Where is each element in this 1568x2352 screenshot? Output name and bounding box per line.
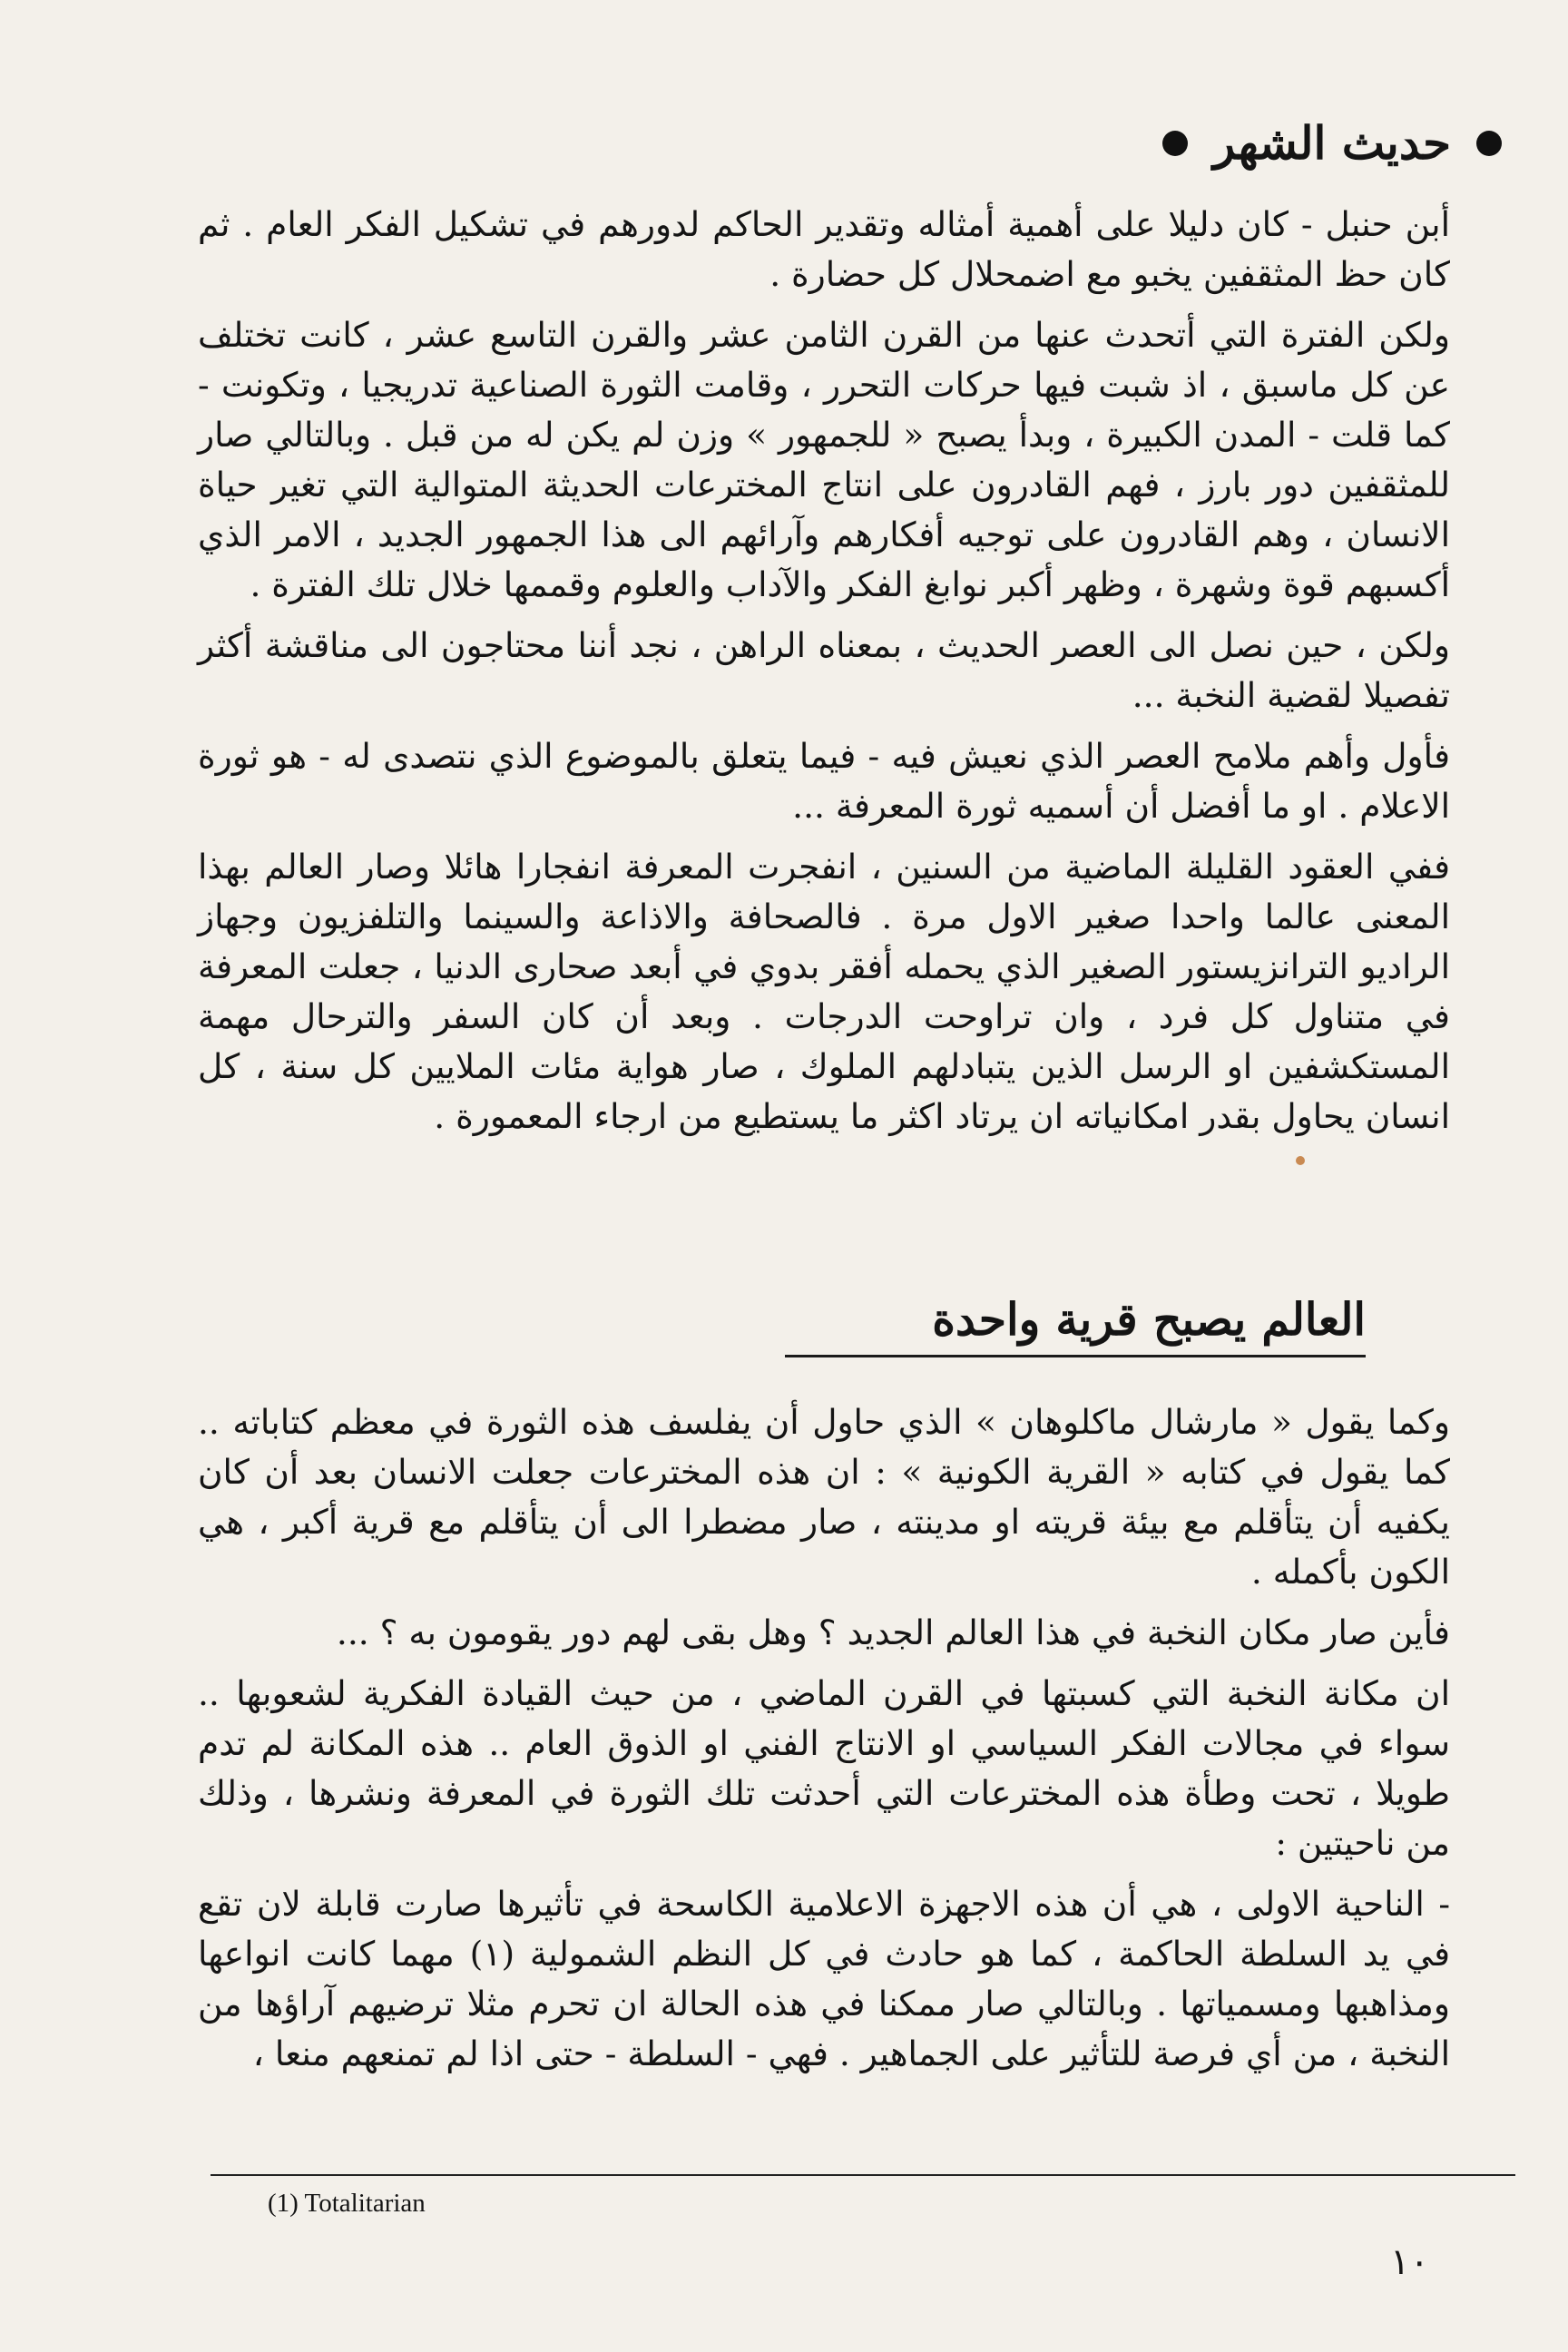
paragraph: ولكن ، حين نصل الى العصر الحديث ، بمعناه الراهن ، نجد أننا محتاجون الى مناقشة أكثر تفصيلا لقضية النخبة ... [198,625,1450,715]
page-header [191,116,1502,170]
subheading: العالم يصبح قرية واحدة [785,1293,1366,1357]
paragraph: ولكن الفترة التي أتحدث عنها من القرن الثامن عشر والقرن التاسع عشر ، كانت تختلف عن كل ماسبق ، اذ شبت فيها حركات التحرر ، وقامت الثورة الصناعية تدريجيا ، وتكونت - كما قلت - المدن الكبيرة ، وبدأ يصبح « للجمهور » وزن لم يكن له من قبل . وبالتالي صار للمثقفين دور بارز ، فهم القادرون على انتاج المخترعات الحديثة المتوالية التي تغير حياة الانسان ، وهم القادرون على توجيه أفكارهم وآرائهم الى هذا الجمهور الجديد ، الامر الذي أكسبهم قوة وشهرة ، وظهر أكبر نوابغ الفكر والآداب والعلوم وقممها خلال تلك الفترة . [198,315,1450,604]
bullet-icon [1476,131,1502,156]
paragraph: ففي العقود القليلة الماضية من السنين ، انفجرت المعرفة انفجارا هائلا وصار العالم بهذا المعنى عالما واحدا صغير الاول مرة . فالصحافة والاذاعة والسينما والتلفزيون وجهاز الراديو الترانزيستور الصغير الذي يحمله أفقر بدوي في أبعد صحارى الدنيا ، جعلت المعرفة في متناول كل فرد ، وان تراوحت الدرجات . وبعد أن كان السفر والترحال مهمة المستكشفين او الرسل الذين يتبادلهم الملوك ، صار هواية مئات الملايين كل سنة ، كل انسان يحاول بقدر امكانياته ان يرتاد اكثر ما يستطيع من ارجاء المعمورة . [198,847,1450,1136]
bullet-icon [1162,131,1188,156]
article-body-top [198,200,1450,1152]
article-body-bottom [198,1397,1450,2090]
ink-stain [1296,1156,1305,1165]
paragraph: فأول وأهم ملامح العصر الذي نعيش فيه - فيما يتعلق بالموضوع الذي نتصدى له - هو ثورة الاعلام . او ما أفضل أن أسميه ثورة المعرفة ... [198,736,1450,826]
paragraph: فأين صار مكان النخبة في هذا العالم الجديد ؟ وهل بقى لهم دور يقومون به ؟ ... [336,1612,1450,1652]
page-number: ١٠ [1390,2241,1429,2283]
footnote-divider [211,2174,1515,2176]
paragraph: وكما يقول « مارشال ماكلوهان » الذي حاول أن يفلسف هذه الثورة في معظم كتاباته .. كما يقول في كتابه « القرية الكونية » : ان هذه المخترعات جعلت الانسان بعد أن كان يكفيه أن يتأقلم مع بيئة قريته او مدينته ، صار مضطرا الى أن يتأقلم مع قرية أكبر ، هي الكون بأكمله . [198,1402,1450,1592]
paragraph: - الناحية الاولى ، هي أن هذه الاجهزة الاعلامية الكاسحة في تأثيرها صارت قابلة لان تقع في يد السلطة الحاكمة ، كما هو حادث في كل النظم الشمولية (١) مهما كانت انواعها ومذاهبها ومسمياتها . وبالتالي صار ممكنا في هذه الحالة ان تحرم مثلا ترضيهم آراؤها من النخبة ، من أي فرصة للتأثير على الجماهير . فهي - السلطة - حتى اذا لم تمنعهم منعا ، [198,1884,1450,2073]
paragraph: ان مكانة النخبة التي كسبتها في القرن الماضي ، من حيث القيادة الفكرية لشعوبها .. سواء في مجالات الفكر السياسي او الانتاج الفني او الذوق العام .. هذه المكانة لم تدم طويلا ، تحت وطأة هذه المخترعات التي أحدثت تلك الثورة في المعرفة ونشرها ، وذلك من ناحيتين : [198,1673,1450,1863]
footnote: (1) Totalitarian [268,2189,426,2218]
section-title: حديث الشهر [1213,116,1451,170]
paragraph: أبن حنبل - كان دليلا على أهمية أمثاله وتقدير الحاكم لدورهم في تشكيل الفكر العام . ثم كان حظ المثقفين يخبو مع اضمحلال كل حضارة . [198,204,1450,294]
